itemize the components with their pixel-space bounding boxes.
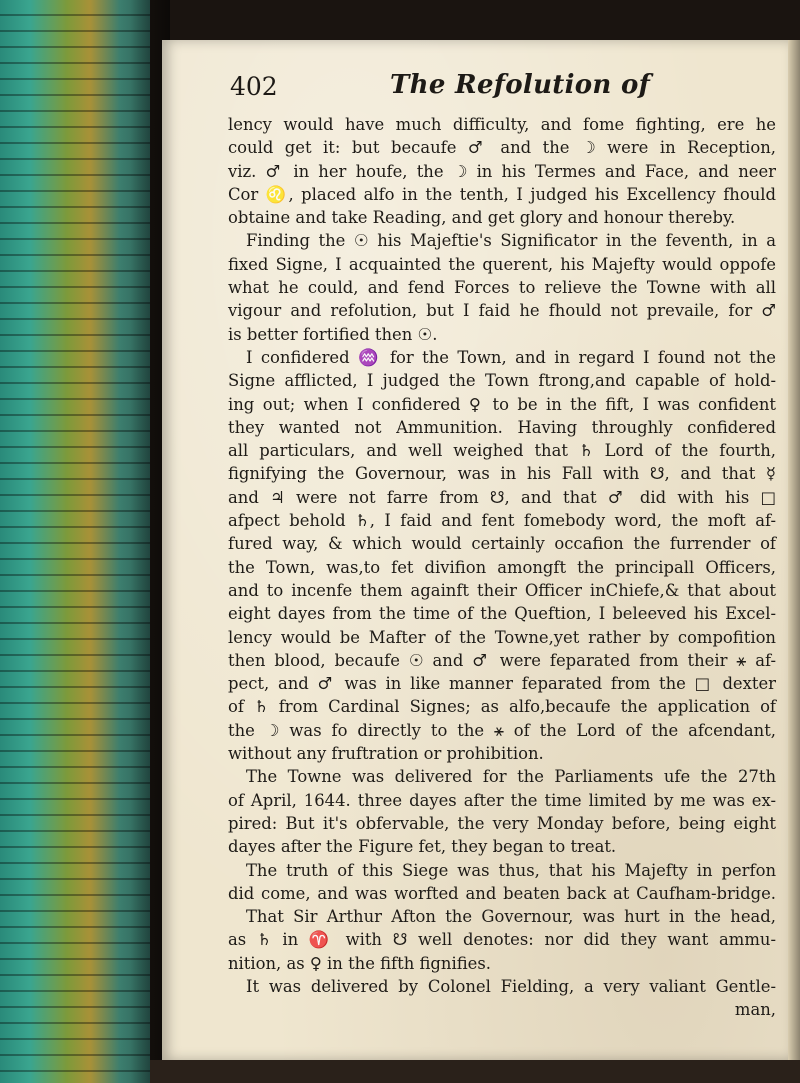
text-line: obtaine and take Reading, and get glory and honour thereby.	[228, 208, 736, 228]
text-line: did come, and was worfted and beaten back at Caufham-bridge.	[228, 883, 776, 903]
text-line: I confidered ♒ for the Town, and in regard I found not the	[246, 347, 776, 367]
text-line: pect, and ♂ was in like manner feparated from the □ dexter	[228, 674, 776, 694]
text-line: man,	[734, 1000, 776, 1020]
text-line: without any fruftration or prohibition.	[228, 744, 544, 764]
text-line: then blood, becaufe ☉ and ♂ were feparated from their ⚹ af-	[228, 650, 776, 670]
text-line: is better fortified then ☉.	[228, 324, 438, 344]
body-text	[228, 113, 776, 1022]
text-line: fured way, & which would certainly occafion the furrender of	[228, 534, 776, 554]
text-line: Signe afflicted, I judged the Town ftrong,and capable of hold-	[228, 371, 776, 391]
text-line: lency would have much difficulty, and fome fighting, ere he	[228, 115, 776, 134]
text-line: viz. ♂ in her houfe, the ☽ in his Termes and Face, and neer	[228, 161, 776, 181]
page-number: 402	[230, 72, 278, 101]
text-line: of ♄ from Cardinal Signes; as alfo,becaufe the application of	[228, 697, 776, 717]
text-line: Cor ♌, placed alfo in the tenth, I judged his Excellency fhould	[228, 184, 776, 204]
page-bottom-edge	[150, 1060, 800, 1083]
text-line: as ♄ in ♈ with ☋ well denotes: nor did they want ammu-	[228, 930, 776, 950]
text-line: fixed Signe, I acquainted the querent, his Majefty would oppofe	[228, 254, 776, 274]
text-line: and ♃ were not farre from ☋, and that ♂ did with his □	[228, 487, 776, 507]
text-line: dayes after the Figure fet, they began to treat.	[228, 837, 617, 857]
text-line: the Town, was,to fet divifion amongft the principall Officers,	[228, 557, 776, 577]
text-line: and to incenfe them againft their Officer inChiefe,& that about	[228, 580, 776, 600]
text-line: The Towne was delivered for the Parliaments ufe the 27th	[246, 767, 776, 787]
text-line: nition, as ♀ in the fifth fignifies.	[228, 953, 491, 973]
text-line: It was delivered by Colonel Fielding, a very valiant Gentle-	[246, 976, 776, 996]
text-line: what he could, and fend Forces to relieve the Towne with all	[228, 278, 776, 298]
text-line: Finding the ☉ his Majeftie's Significator in the feventh, in a	[246, 231, 776, 251]
text-line: pired: But it's obfervable, the very Monday before, being eight	[228, 813, 776, 833]
text-line: That Sir Arthur Afton the Governour, was hurt in the head,	[246, 907, 776, 927]
text-line: vigour and refolution, but I faid he fhould not prevaile, for ♂	[228, 301, 776, 321]
text-line: eight dayes from the time of the Queftion, I beleeved his Excel-	[228, 604, 776, 624]
text-line: they wanted not Ammunition. Having throughly confidered	[228, 417, 776, 437]
text-line: lency would be Mafter of the Towne,yet rather by compofition	[228, 627, 776, 647]
text-line: all particulars, and well weighed that ♄ Lord of the fourth,	[228, 441, 776, 461]
text-line: fignifying the Governour, was in his Fall with ☋, and that ☿	[228, 464, 776, 484]
running-head: The Refolution of	[390, 70, 651, 100]
text-line: of April, 1644. three dayes after the time limited by me was ex-	[228, 790, 776, 810]
text-line: ing out; when I confidered ♀ to be in the fift, I was confident	[228, 394, 776, 414]
book-spine-marbled-edge	[0, 0, 150, 1083]
text-line: the ☽ was fo directly to the ⚹ of the Lord of the afcendant,	[228, 720, 776, 740]
page-header	[230, 72, 770, 112]
text-line: afpect behold ♄, I faid and fent fomebody word, the moft af-	[228, 511, 776, 531]
text-line: The truth of this Siege was thus, that his Majefty in perfon	[246, 860, 776, 880]
page-right-edge	[788, 40, 800, 1060]
text-line: could get it: but becaufe ♂ and the ☽ were in Reception,	[228, 138, 776, 158]
